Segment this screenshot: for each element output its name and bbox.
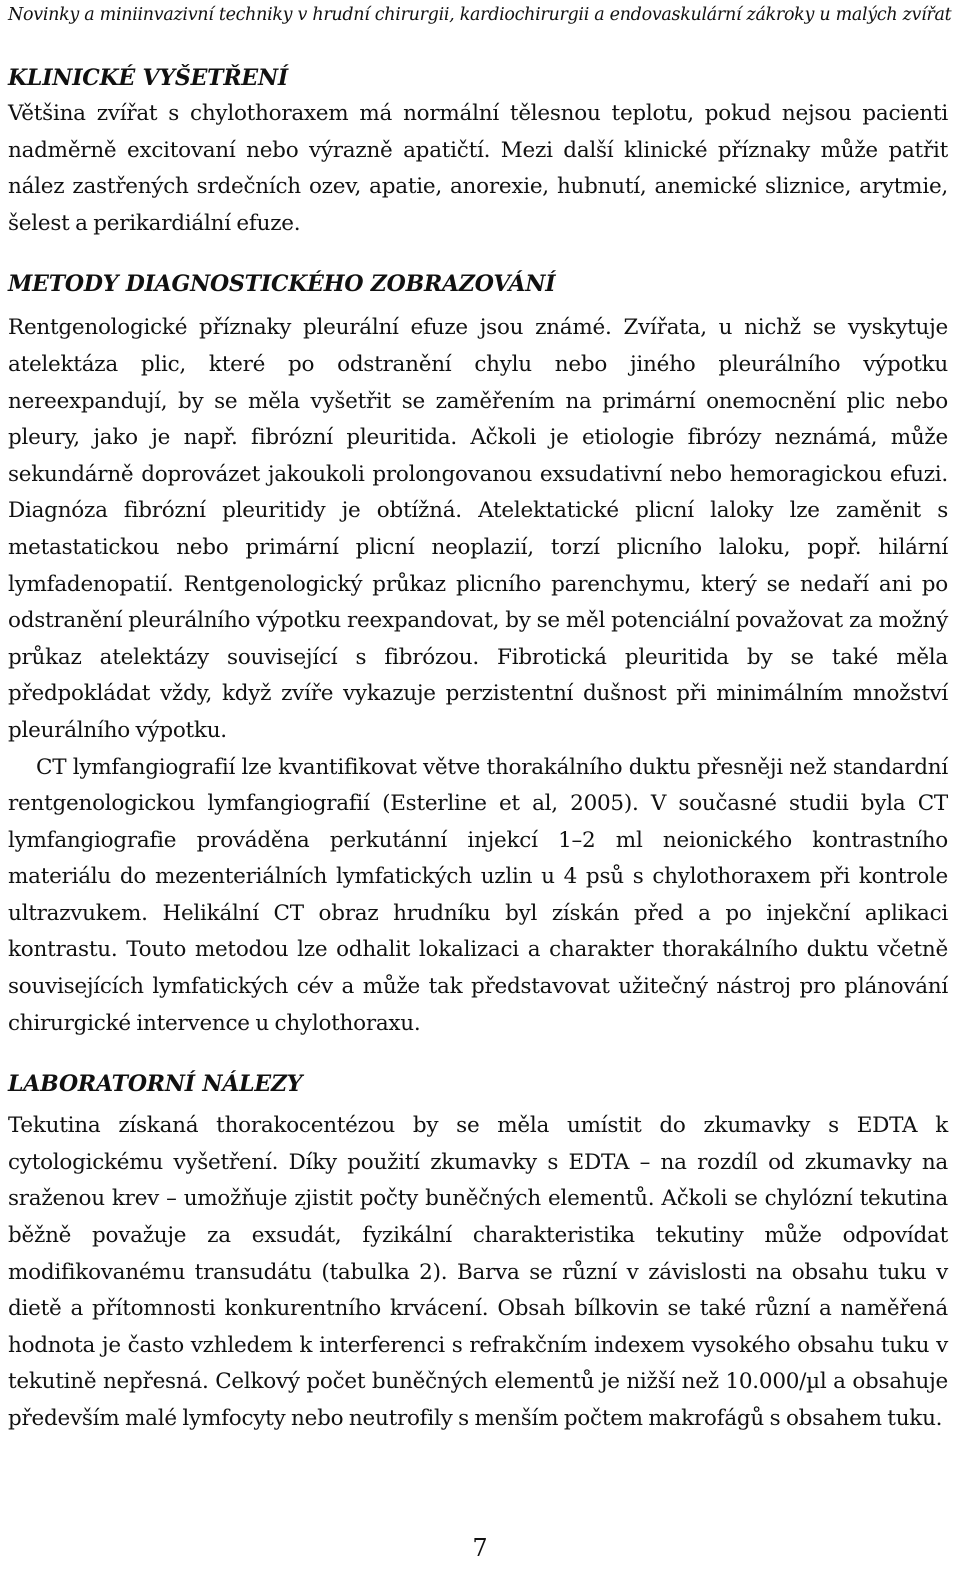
paragraph-laboratory-findings: Tekutina získaná thorakocentézou by se měla umístit do zkumavky s EDTA k cytologickému vyšetření. Díky použití zkumavky s EDTA – na rozdíl od zkumavky na sraženou krev – umožňuje zjistit počty buněčných elementů. Ačkoli se chylózní tekutina běžně považuje za exsudát, fyzikální charakteristika tekutiny může odpovídat modifikovanému transudátu (tabulka 2). Barva se různí v závislosti na obsahu tuku v dietě a přítomnosti konkurentního krvácení. Obsah bílkovin se také různí a naměřená hodnota je často vzhledem k interferenci s refrakčním indexem vysokého obsahu tuku v tekutině nepřesná. Celkový počet buněčných elementů je nižší než 10.000/µl a obsahuje především malé lymfocyty nebo neutrofily s menším počtem makrofágů s obsahem tuku. [8, 1113, 948, 1431]
page-number: 7 [472, 1534, 488, 1562]
section-heading-imaging-methods: METODY DIAGNOSTICKÉHO ZOBRAZOVÁNÍ [8, 271, 556, 298]
running-header: Novinky a miniinvazivní techniky v hrudní chirurgii, kardiochirurgii a endovaskulární zákroky u malých zvířat [8, 5, 952, 25]
paragraph-ct-lymphangiography: CT lymfangiografií lze kvantifikovat větve thorakálního duktu přesněji než standardní rentgenologickou lymfangiografií (Esterline et al, 2005). V současné studii byla CT lymfangiografie prováděna perkutánní injekcí 1–2 ml neionického kontrastního materiálu do mezenteriálních lymfatických uzlin u 4 psů s chylothoraxem při kontrole ultrazvukem. Helikální CT obraz hrudníku byl získán před a po injekční aplikaci kontrastu. Touto metodou lze odhalit lokalizaci a charakter thorakálního duktu včetně souvisejících lymfatických cév a může tak představovat užitečný nástroj pro plánování chirurgické intervence u chylothoraxu. [8, 754, 948, 1036]
section-heading-laboratory-findings: LABORATORNÍ NÁLEZY [8, 1071, 303, 1098]
paragraph-radiographic-signs: Rentgenologické příznaky pleurální efuze jsou známé. Zvířata, u nichž se vyskytuje atelektáza plic, které po odstranění chylu nebo jiného pleurálního výpotku nereexpandují, by se měla vyšetřit se zaměřením na primární onemocnění plic nebo pleury, jako je např. fibrózní pleuritida. Ačkoli je etiologie fibrózy neznámá, může sekundárně doprovázet jakoukoli prolongovanou exsudativní nebo hemoragickou efuzi. Diagnóza fibrózní pleuritidy je obtížná. Atelektatické plicní laloky lze zaměnit s metastatickou nebo primární plicní neoplazií, torzí plicního laloku, popř. hilární lymfadenopatií. Rentgenologický průkaz plicního parenchymu, který se nedaří ani po odstranění pleurálního výpotku reexpandovat, by se měl potenciální považovat za možný průkaz atelektázy související s fibrózou. Fibrotická pleuritida by se také měla předpokládat vždy, když zvíře vykazuje perzistentní dušnost při minimálním množství pleurálního výpotku. [8, 315, 948, 743]
document-page [8, 0, 952, 1438]
section-heading-clinical-exam: KLINICKÉ VYŠETŘENÍ [8, 65, 288, 91]
paragraph-clinical-exam: Většina zvířat s chylothoraxem má normální tělesnou teplotu, pokud nejsou pacienti nadměrně excitovaní nebo výrazně apatičtí. Mezi další klinické příznaky může patřit nález zastřených srdečních ozev, apatie, anorexie, hubnutí, anemické sliznice, arytmie, šelest a perikardiální efuze. [8, 101, 948, 236]
